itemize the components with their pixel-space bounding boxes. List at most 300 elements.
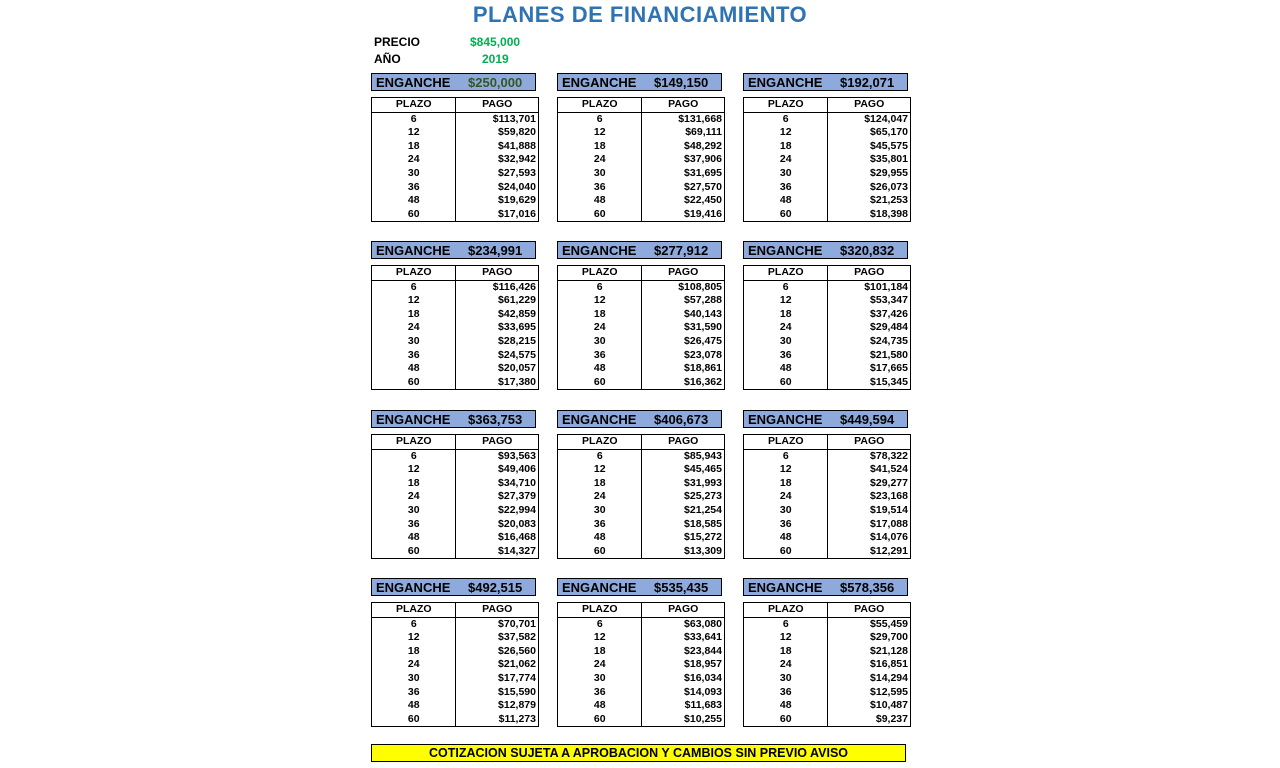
plazo-cell: 6 — [744, 112, 828, 126]
enganche-value: $492,515 — [468, 580, 523, 595]
plazo-column-header: PLAZO — [558, 435, 642, 450]
enganche-label: ENGANCHE — [562, 580, 637, 595]
table-row — [558, 545, 725, 559]
enganche-label: ENGANCHE — [748, 75, 823, 90]
plazo-cell: 12 — [372, 126, 456, 140]
payment-table — [371, 602, 539, 727]
pago-cell: $35,801 — [828, 153, 911, 167]
plazo-column-header: PLAZO — [744, 435, 828, 450]
plazo-column-header: PLAZO — [372, 603, 456, 618]
precio-value: $845,000 — [470, 35, 521, 49]
plazo-cell: 60 — [744, 713, 828, 727]
pago-cell: $23,078 — [642, 349, 725, 363]
plazo-cell: 24 — [558, 321, 642, 335]
plazo-cell: 48 — [372, 362, 456, 376]
table-row — [372, 112, 539, 126]
table-row — [558, 280, 725, 294]
plazo-cell: 36 — [372, 686, 456, 700]
table-row — [372, 531, 539, 545]
financing-block — [743, 410, 911, 557]
table-row — [372, 308, 539, 322]
table-row — [558, 194, 725, 208]
table-row — [744, 490, 911, 504]
table-row — [558, 335, 725, 349]
plazo-cell: 30 — [558, 335, 642, 349]
table-row — [744, 504, 911, 518]
plazo-cell: 6 — [372, 112, 456, 126]
plazo-cell: 30 — [372, 504, 456, 518]
enganche-value: $234,991 — [468, 243, 523, 258]
enganche-label: ENGANCHE — [748, 243, 823, 258]
table-row — [372, 713, 539, 727]
enganche-header — [371, 73, 536, 91]
pago-cell: $20,057 — [456, 362, 539, 376]
plazo-cell: 30 — [744, 167, 828, 181]
pago-cell: $42,859 — [456, 308, 539, 322]
pago-cell: $17,088 — [828, 518, 911, 532]
pago-cell: $17,774 — [456, 672, 539, 686]
plazo-cell: 6 — [558, 112, 642, 126]
enganche-value: $535,435 — [654, 580, 709, 595]
plazo-cell: 6 — [372, 449, 456, 463]
pago-cell: $32,942 — [456, 153, 539, 167]
table-row — [744, 531, 911, 545]
plazo-cell: 24 — [372, 153, 456, 167]
pago-cell: $93,563 — [456, 449, 539, 463]
plazo-cell: 48 — [744, 531, 828, 545]
plazo-cell: 36 — [744, 686, 828, 700]
table-row — [744, 686, 911, 700]
table-header-row — [372, 435, 539, 450]
plazo-column-header: PLAZO — [372, 266, 456, 281]
table-row — [744, 645, 911, 659]
table-row — [744, 140, 911, 154]
financing-block — [557, 578, 725, 725]
enganche-header — [557, 73, 722, 91]
table-row — [744, 208, 911, 222]
table-row — [744, 545, 911, 559]
pago-cell: $34,710 — [456, 477, 539, 491]
table-row — [558, 699, 725, 713]
pago-cell: $21,062 — [456, 658, 539, 672]
financing-block — [371, 241, 539, 388]
table-row — [558, 140, 725, 154]
table-row — [558, 321, 725, 335]
table-row — [558, 518, 725, 532]
pago-cell: $14,294 — [828, 672, 911, 686]
plazo-column-header: PLAZO — [744, 98, 828, 113]
plazo-cell: 18 — [744, 140, 828, 154]
pago-cell: $37,906 — [642, 153, 725, 167]
plazo-cell: 36 — [744, 181, 828, 195]
financing-block — [743, 73, 911, 220]
plazo-cell: 36 — [744, 518, 828, 532]
plazo-cell: 36 — [558, 686, 642, 700]
table-row — [744, 294, 911, 308]
pago-cell: $65,170 — [828, 126, 911, 140]
table-row — [744, 362, 911, 376]
pago-cell: $59,820 — [456, 126, 539, 140]
table-row — [372, 631, 539, 645]
plazo-cell: 12 — [558, 463, 642, 477]
plazo-cell: 12 — [744, 294, 828, 308]
plazo-cell: 36 — [372, 181, 456, 195]
enganche-label: ENGANCHE — [376, 243, 451, 258]
table-row — [372, 376, 539, 390]
financing-block — [557, 73, 725, 220]
plazo-cell: 36 — [558, 181, 642, 195]
pago-cell: $41,524 — [828, 463, 911, 477]
plazo-cell: 12 — [372, 631, 456, 645]
table-row — [372, 294, 539, 308]
table-row — [558, 449, 725, 463]
pago-cell: $45,575 — [828, 140, 911, 154]
pago-cell: $23,844 — [642, 645, 725, 659]
pago-column-header: PAGO — [642, 98, 725, 113]
table-row — [372, 208, 539, 222]
plazo-cell: 12 — [372, 463, 456, 477]
table-row — [744, 477, 911, 491]
pago-cell: $21,253 — [828, 194, 911, 208]
table-row — [558, 463, 725, 477]
table-row — [558, 686, 725, 700]
enganche-header — [557, 241, 722, 259]
pago-cell: $29,484 — [828, 321, 911, 335]
table-row — [558, 126, 725, 140]
pago-cell: $16,362 — [642, 376, 725, 390]
pago-cell: $11,683 — [642, 699, 725, 713]
pago-cell: $131,668 — [642, 112, 725, 126]
financing-block — [743, 241, 911, 388]
pago-column-header: PAGO — [828, 603, 911, 618]
pago-cell: $19,514 — [828, 504, 911, 518]
payment-table — [557, 265, 725, 390]
pago-cell: $85,943 — [642, 449, 725, 463]
pago-cell: $12,595 — [828, 686, 911, 700]
table-row — [558, 658, 725, 672]
pago-cell: $70,701 — [456, 617, 539, 631]
plazo-cell: 60 — [372, 545, 456, 559]
pago-cell: $14,327 — [456, 545, 539, 559]
table-row — [372, 153, 539, 167]
payment-table — [371, 97, 539, 222]
table-row — [744, 713, 911, 727]
pago-cell: $108,805 — [642, 280, 725, 294]
enganche-header — [371, 410, 536, 428]
table-row — [372, 617, 539, 631]
table-row — [744, 699, 911, 713]
plazo-cell: 48 — [744, 362, 828, 376]
plazo-cell: 48 — [558, 531, 642, 545]
pago-column-header: PAGO — [828, 435, 911, 450]
table-row — [558, 112, 725, 126]
pago-cell: $18,585 — [642, 518, 725, 532]
pago-cell: $22,450 — [642, 194, 725, 208]
pago-cell: $40,143 — [642, 308, 725, 322]
enganche-header — [371, 578, 536, 596]
financing-block — [371, 578, 539, 725]
pago-cell: $10,487 — [828, 699, 911, 713]
table-row — [744, 280, 911, 294]
plazo-cell: 60 — [744, 376, 828, 390]
plazo-cell: 48 — [558, 194, 642, 208]
table-header-row — [558, 435, 725, 450]
pago-cell: $78,322 — [828, 449, 911, 463]
plazo-cell: 30 — [372, 672, 456, 686]
table-header-row — [744, 266, 911, 281]
table-row — [558, 167, 725, 181]
pago-cell: $55,459 — [828, 617, 911, 631]
plazo-column-header: PLAZO — [744, 603, 828, 618]
table-row — [558, 504, 725, 518]
enganche-value: $320,832 — [840, 243, 895, 258]
enganche-header — [743, 241, 908, 259]
plazo-cell: 24 — [372, 490, 456, 504]
plazo-column-header: PLAZO — [558, 98, 642, 113]
plazo-cell: 60 — [372, 376, 456, 390]
plazo-cell: 12 — [558, 631, 642, 645]
pago-column-header: PAGO — [456, 266, 539, 281]
table-row — [372, 126, 539, 140]
payment-table — [371, 434, 539, 559]
pago-cell: $10,255 — [642, 713, 725, 727]
pago-cell: $37,582 — [456, 631, 539, 645]
table-header-row — [744, 603, 911, 618]
pago-column-header: PAGO — [456, 603, 539, 618]
plazo-cell: 18 — [372, 308, 456, 322]
table-row — [744, 308, 911, 322]
disclaimer-banner: COTIZACION SUJETA A APROBACION Y CAMBIOS SIN PREVIO AVISO — [371, 744, 906, 762]
table-row — [744, 518, 911, 532]
enganche-label: ENGANCHE — [562, 75, 637, 90]
pago-column-header: PAGO — [642, 435, 725, 450]
financing-block — [371, 73, 539, 220]
pago-column-header: PAGO — [828, 266, 911, 281]
table-header-row — [744, 98, 911, 113]
pago-cell: $101,184 — [828, 280, 911, 294]
table-row — [744, 126, 911, 140]
enganche-label: ENGANCHE — [562, 243, 637, 258]
table-row — [372, 280, 539, 294]
anio-row — [374, 52, 509, 66]
payment-table — [743, 97, 911, 222]
plazo-cell: 18 — [558, 308, 642, 322]
plazo-cell: 36 — [372, 349, 456, 363]
plazo-cell: 24 — [372, 321, 456, 335]
enganche-value: $149,150 — [654, 75, 709, 90]
table-row — [372, 658, 539, 672]
pago-cell: $15,272 — [642, 531, 725, 545]
pago-cell: $69,111 — [642, 126, 725, 140]
table-header-row — [558, 603, 725, 618]
plazo-cell: 30 — [558, 504, 642, 518]
table-row — [744, 631, 911, 645]
plazo-column-header: PLAZO — [558, 603, 642, 618]
payment-table — [557, 602, 725, 727]
plazo-cell: 24 — [744, 490, 828, 504]
table-header-row — [372, 98, 539, 113]
plazo-cell: 18 — [744, 308, 828, 322]
plazo-cell: 24 — [372, 658, 456, 672]
plazo-cell: 24 — [558, 490, 642, 504]
table-row — [372, 490, 539, 504]
plazo-cell: 60 — [372, 713, 456, 727]
pago-cell: $31,695 — [642, 167, 725, 181]
payment-table — [557, 97, 725, 222]
table-row — [372, 477, 539, 491]
plazo-cell: 18 — [372, 645, 456, 659]
pago-cell: $31,993 — [642, 477, 725, 491]
plazo-cell: 24 — [558, 658, 642, 672]
plazo-cell: 18 — [558, 645, 642, 659]
enganche-value: $578,356 — [840, 580, 895, 595]
pago-cell: $17,016 — [456, 208, 539, 222]
plazo-cell: 12 — [558, 126, 642, 140]
table-row — [744, 321, 911, 335]
table-row — [744, 335, 911, 349]
pago-cell: $28,215 — [456, 335, 539, 349]
pago-cell: $48,292 — [642, 140, 725, 154]
pago-cell: $18,861 — [642, 362, 725, 376]
table-row — [372, 645, 539, 659]
plazo-cell: 6 — [744, 449, 828, 463]
table-row — [372, 140, 539, 154]
table-row — [372, 699, 539, 713]
enganche-value: $192,071 — [840, 75, 895, 90]
table-row — [744, 658, 911, 672]
table-row — [558, 208, 725, 222]
plazo-cell: 36 — [558, 349, 642, 363]
pago-cell: $12,879 — [456, 699, 539, 713]
plazo-cell: 36 — [744, 349, 828, 363]
table-row — [372, 181, 539, 195]
enganche-label: ENGANCHE — [748, 580, 823, 595]
pago-cell: $49,406 — [456, 463, 539, 477]
pago-cell: $29,955 — [828, 167, 911, 181]
table-row — [558, 376, 725, 390]
pago-cell: $21,254 — [642, 504, 725, 518]
payment-table — [743, 602, 911, 727]
pago-cell: $53,347 — [828, 294, 911, 308]
pago-cell: $16,034 — [642, 672, 725, 686]
table-row — [744, 112, 911, 126]
plazo-cell: 12 — [744, 126, 828, 140]
plazo-cell: 18 — [372, 140, 456, 154]
enganche-header — [743, 410, 908, 428]
pago-cell: $22,994 — [456, 504, 539, 518]
plazo-cell: 12 — [558, 294, 642, 308]
plazo-column-header: PLAZO — [558, 266, 642, 281]
pago-cell: $19,629 — [456, 194, 539, 208]
financing-block — [557, 410, 725, 557]
pago-cell: $18,957 — [642, 658, 725, 672]
pago-column-header: PAGO — [456, 98, 539, 113]
plazo-cell: 60 — [744, 545, 828, 559]
plazo-cell: 48 — [744, 194, 828, 208]
pago-cell: $116,426 — [456, 280, 539, 294]
table-header-row — [372, 266, 539, 281]
table-row — [558, 645, 725, 659]
table-row — [744, 153, 911, 167]
plazo-column-header: PLAZO — [372, 435, 456, 450]
table-header-row — [744, 435, 911, 450]
pago-cell: $18,398 — [828, 208, 911, 222]
pago-cell: $63,080 — [642, 617, 725, 631]
enganche-header — [557, 578, 722, 596]
pago-cell: $29,700 — [828, 631, 911, 645]
table-row — [558, 308, 725, 322]
payment-table — [557, 434, 725, 559]
table-row — [558, 531, 725, 545]
table-row — [744, 194, 911, 208]
plazo-cell: 12 — [744, 463, 828, 477]
table-row — [558, 181, 725, 195]
plazo-cell: 48 — [558, 362, 642, 376]
pago-cell: $33,641 — [642, 631, 725, 645]
table-row — [372, 518, 539, 532]
plazo-cell: 18 — [744, 477, 828, 491]
table-row — [744, 349, 911, 363]
table-row — [558, 490, 725, 504]
enganche-header — [557, 410, 722, 428]
plazo-cell: 48 — [558, 699, 642, 713]
enganche-value: $250,000 — [468, 75, 523, 90]
pago-cell: $37,426 — [828, 308, 911, 322]
plazo-cell: 36 — [372, 518, 456, 532]
table-row — [372, 349, 539, 363]
pago-cell: $24,040 — [456, 181, 539, 195]
table-row — [744, 167, 911, 181]
table-row — [744, 617, 911, 631]
pago-cell: $57,288 — [642, 294, 725, 308]
plazo-cell: 24 — [744, 658, 828, 672]
plazo-cell: 30 — [558, 167, 642, 181]
table-header-row — [372, 603, 539, 618]
plazo-column-header: PLAZO — [744, 266, 828, 281]
plazo-cell: 48 — [372, 531, 456, 545]
plazo-cell: 30 — [744, 335, 828, 349]
table-row — [372, 335, 539, 349]
table-row — [372, 362, 539, 376]
plazo-cell: 30 — [744, 504, 828, 518]
pago-column-header: PAGO — [642, 266, 725, 281]
payment-table — [743, 265, 911, 390]
plazo-cell: 48 — [372, 699, 456, 713]
pago-cell: $15,590 — [456, 686, 539, 700]
table-row — [558, 477, 725, 491]
pago-cell: $27,593 — [456, 167, 539, 181]
table-header-row — [558, 98, 725, 113]
table-row — [372, 449, 539, 463]
pago-cell: $11,273 — [456, 713, 539, 727]
enganche-label: ENGANCHE — [562, 412, 637, 427]
pago-cell: $9,237 — [828, 713, 911, 727]
pago-cell: $31,590 — [642, 321, 725, 335]
financing-block — [557, 241, 725, 388]
pago-cell: $15,345 — [828, 376, 911, 390]
pago-cell: $12,291 — [828, 545, 911, 559]
payment-table — [743, 434, 911, 559]
plazo-cell: 30 — [372, 335, 456, 349]
page-title: PLANES DE FINANCIAMIENTO — [472, 2, 808, 27]
plazo-cell: 60 — [372, 208, 456, 222]
pago-cell: $24,575 — [456, 349, 539, 363]
pago-column-header: PAGO — [456, 435, 539, 450]
enganche-label: ENGANCHE — [376, 412, 451, 427]
table-row — [372, 672, 539, 686]
table-row — [558, 294, 725, 308]
table-row — [744, 672, 911, 686]
